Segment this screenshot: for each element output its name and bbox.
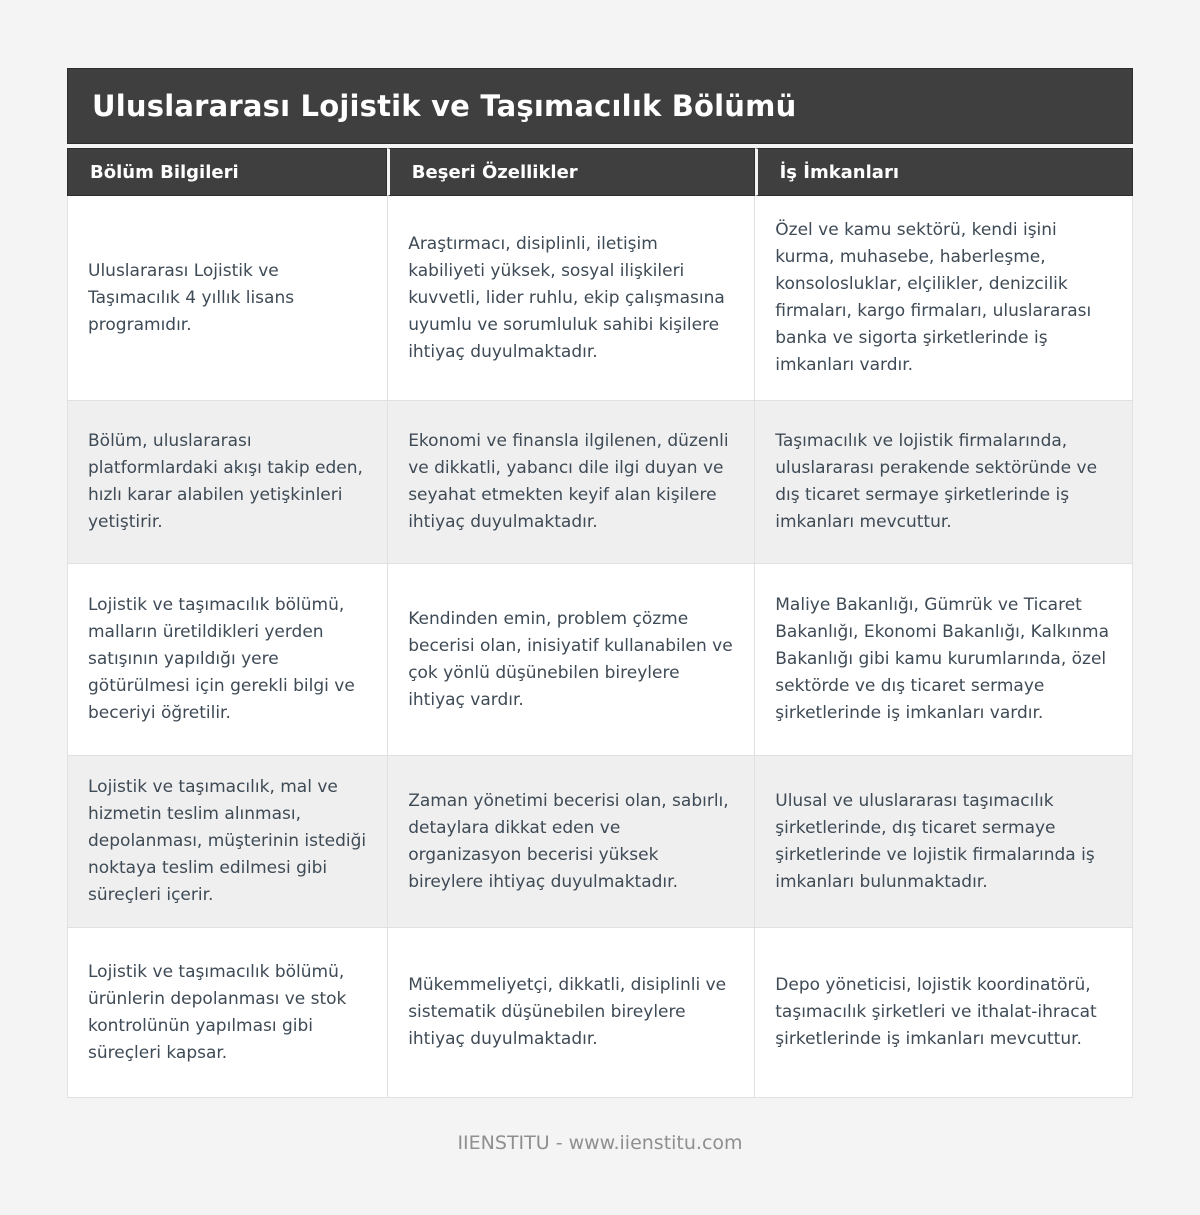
- table-cell-bolum-bilgileri: Lojistik ve taşımacılık bölümü, ürünlerin depolanması ve stok kontrolünün yapılması gibi süreçleri kapsar.: [88, 961, 347, 1063]
- table-cell-beseri-ozellikler: Zaman yönetimi becerisi olan, sabırlı, detaylara dikkat eden ve organizasyon becerisi yüksek bireylere ihtiyaç duyulmaktadır.: [387, 756, 754, 927]
- table-cell-bolum-bilgileri: Uluslararası Lojistik ve Taşımacılık 4 yıllık lisans programıdır.: [88, 260, 295, 335]
- table-row: [68, 196, 1132, 400]
- department-info-card: [67, 68, 1133, 1154]
- table-cell-bolum-bilgileri: Lojistik ve taşımacılık, mal ve hizmetin teslim alınması, depolanması, müşterinin istediği noktaya teslim edilmesi gibi süreçleri içerir.: [88, 777, 367, 905]
- table-cell-is-imkanlari: Ulusal ve uluslararası taşımacılık şirketlerinde, dış ticaret sermaye şirketlerinde ve lojistik firmalarında iş imkanları bulunmaktadır.: [754, 756, 1132, 927]
- table-cell-is-imkanlari: Maliye Bakanlığı, Gümrük ve Ticaret Bakanlığı, Ekonomi Bakanlığı, Kalkınma Bakanlığı gibi kamu kurumlarında, özel sektörde ve dış ticaret sermaye şirketlerinde iş imkanları vardır.: [754, 564, 1132, 755]
- column-header-bolum-bilgileri: Bölüm Bilgileri: [67, 148, 387, 196]
- table-cell-beseri-ozellikler: Araştırmacı, disiplinli, iletişim kabiliyeti yüksek, sosyal ilişkileri kuvvetli, lider ruhlu, ekip çalışmasına uyumlu ve sorumluluk sahibi kişilere ihtiyaç duyulmaktadır.: [387, 196, 754, 400]
- info-table-body: [67, 196, 1133, 1098]
- table-cell-is-imkanlari: Taşımacılık ve lojistik firmalarında, uluslararası perakende sektöründe ve dış ticaret sermaye şirketlerinde iş imkanları mevcuttur.: [754, 401, 1132, 563]
- table-header-row: [67, 148, 1133, 196]
- column-header-is-imkanlari: İş İmkanları: [755, 148, 1133, 196]
- table-row: [68, 563, 1132, 755]
- column-header-beseri-ozellikler: Beşeri Özellikler: [387, 148, 755, 196]
- table-cell-is-imkanlari: Depo yöneticisi, lojistik koordinatörü, taşımacılık şirketleri ve ithalat-ihracat şirketlerinde iş imkanları mevcuttur.: [754, 928, 1132, 1097]
- table-cell-bolum-bilgileri: Bölüm, uluslararası platformlardaki akışı takip eden, hızlı karar alabilen yetişkinleri yetiştirir.: [88, 431, 363, 532]
- table-cell-beseri-ozellikler: Kendinden emin, problem çözme becerisi olan, inisiyatif kullanabilen ve çok yönlü düşünebilen bireylere ihtiyaç vardır.: [387, 564, 754, 755]
- title-bar: [67, 68, 1133, 144]
- table-cell-bolum-bilgileri: Lojistik ve taşımacılık bölümü, malların üretildikleri yerden satışının yapıldığı yere götürülmesi için gerekli bilgi ve beceriyi öğretilir.: [88, 595, 355, 723]
- table-row: [68, 755, 1132, 927]
- table-row: [68, 927, 1132, 1097]
- footer-branding: IIENSTITU - www.iienstitu.com: [457, 1132, 743, 1154]
- table-cell-beseri-ozellikler: Mükemmeliyetçi, dikkatli, disiplinli ve sistematik düşünebilen bireylere ihtiyaç duyulmaktadır.: [387, 928, 754, 1097]
- table-row: [68, 400, 1132, 563]
- page-title: Uluslararası Lojistik ve Taşımacılık Bölümü: [92, 89, 797, 123]
- table-cell-is-imkanlari: Özel ve kamu sektörü, kendi işini kurma, muhasebe, haberleşme, konsolosluklar, elçilikler, denizcilik firmaları, kargo firmaları, uluslararası banka ve sigorta şirketlerinde iş imkanları vardır.: [754, 196, 1132, 400]
- table-cell-beseri-ozellikler: Ekonomi ve finansla ilgilenen, düzenli ve dikkatli, yabancı dile ilgi duyan ve seyahat etmekten keyif alan kişilere ihtiyaç duyulmaktadır.: [387, 401, 754, 563]
